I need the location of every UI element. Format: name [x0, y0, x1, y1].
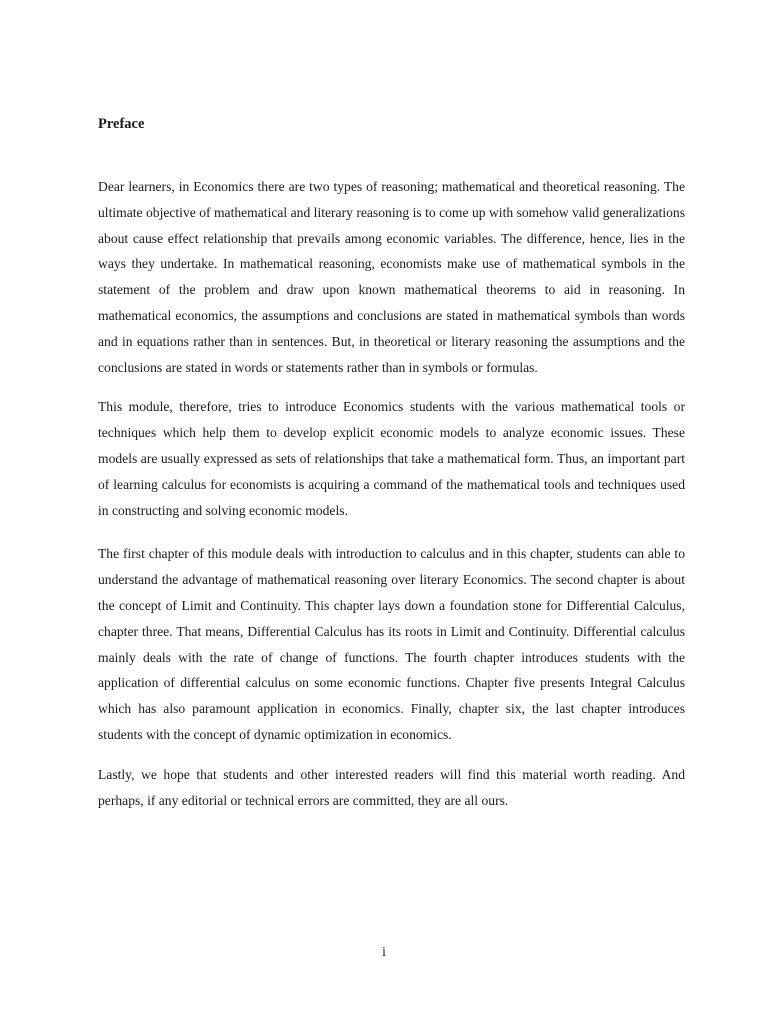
- paragraph-chapters: The first chapter of this module deals with introduction to calculus and in this chapter, students can able to understand the advantage of mathematical reasoning over literary Economics. The second chapter is about the concept of Limit and Continuity. This chapter lays down a foundation stone for Differential Calculus, chapter three. That means, Differential Calculus has its roots in Limit and Continuity. Differential calculus mainly deals with the rate of change of functions. The fourth chapter introduces students with the application of differential calculus on some economic functions. Chapter five presents Integral Calculus which has also paramount application in economics. Finally, chapter six, the last chapter introduces students with the concept of dynamic optimization in economics.: [98, 546, 685, 742]
- paragraph-module-purpose: This module, therefore, tries to introduce Economics students with the various mathematical tools or techniques which help them to develop explicit economic models to analyze economic issues. These models are usually expressed as sets of relationships that take a mathematical form. Thus, an important part of learning calculus for economists is acquiring a command of the mathematical tools and techniques used in constructing and solving economic models.: [98, 399, 685, 518]
- paragraph-closing: Lastly, we hope that students and other interested readers will find this material worth reading. And perhaps, if any editorial or technical errors are committed, they are all ours.: [98, 766, 685, 808]
- page-number: i: [382, 944, 386, 959]
- preface-body: [98, 174, 685, 813]
- page-title: Preface: [98, 116, 145, 132]
- paragraph-reasoning: Dear learners, in Economics there are two types of reasoning; mathematical and theoretical reasoning. The ultimate objective of mathematical and literary reasoning is to come up with somehow valid generalizations about cause effect relationship that prevails among economic variables. The difference, hence, lies in the ways they undertake. In mathematical reasoning, economists make use of mathematical symbols in the statement of the problem and draw upon known mathematical theorems to aid in reasoning. In mathematical economics, the assumptions and conclusions are stated in mathematical symbols than words and in equations rather than in sentences. But, in theoretical or literary reasoning the assumptions and the conclusions are stated in words or statements rather than in symbols or formulas.: [98, 179, 685, 375]
